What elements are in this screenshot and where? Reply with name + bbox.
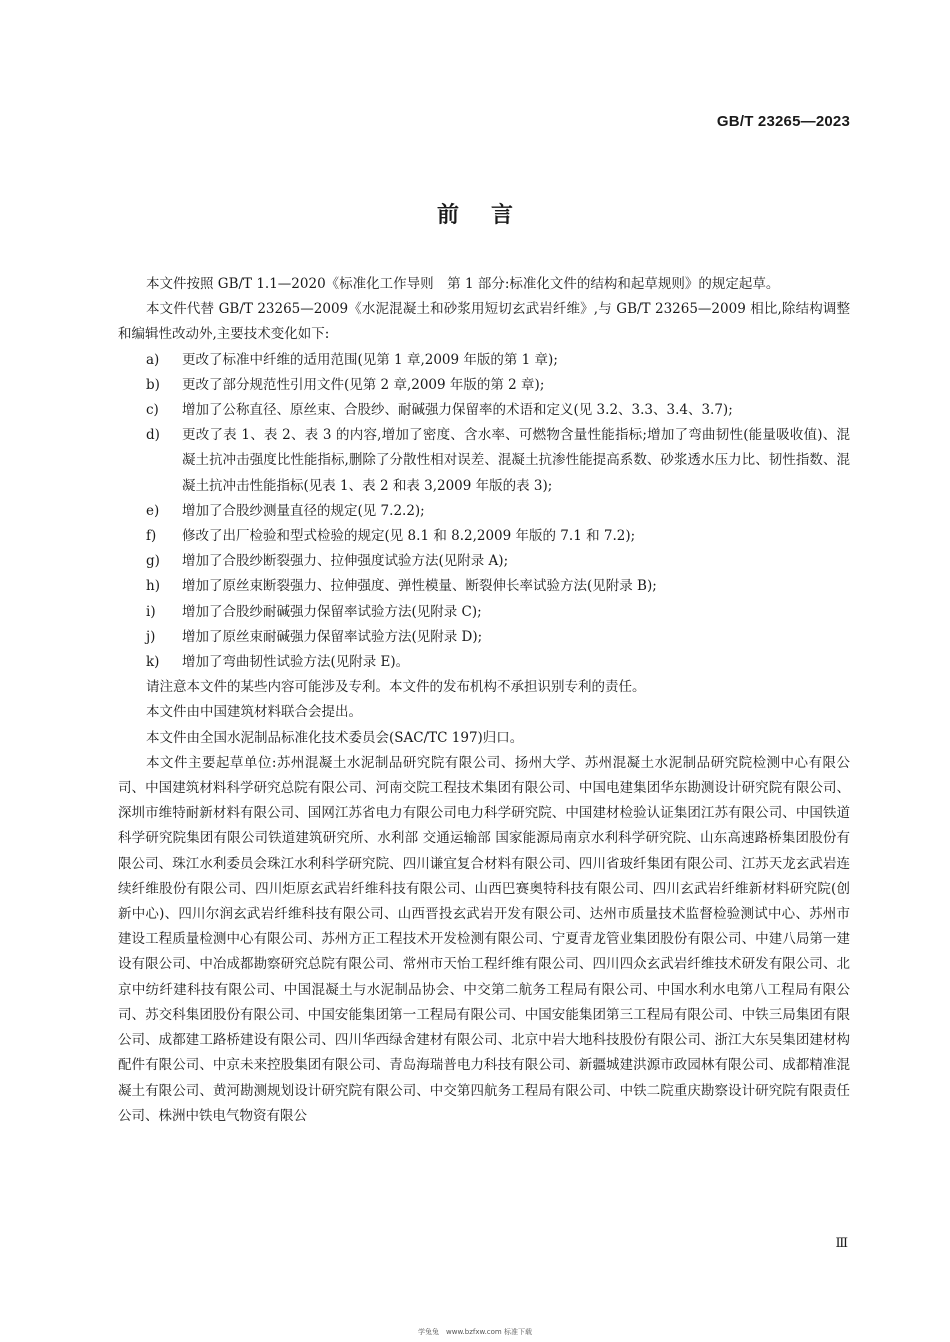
list-marker: f) <box>146 528 157 545</box>
list-marker: c) <box>146 402 159 419</box>
paragraph-drafting-rules: 本文件按照 GB/T 1.1—2020《标准化工作导则 第 1 部分:标准化文件的结构和起草规则》的规定起草。 <box>146 276 780 292</box>
list-marker: e) <box>146 502 160 519</box>
list-text: 更改了表 1、表 2、表 3 的内容,增加了密度、含水率、可燃物含量性能指标;增加了弯曲韧性(能量吸收值)、混凝土抗冲击强度比性能指标,删除了分散性相对误差、混凝土抗渗性能提高系数、砂浆透水压力比、韧性指数、混凝土抗冲击性能指标(见表 1、表 2 和表 3,2009 年版的表 3); <box>182 427 850 494</box>
list-marker: g) <box>146 553 160 570</box>
list-text: 增加了原丝束断裂强力、拉伸强度、弹性模量、断裂伸长率试验方法(见附录 B); <box>182 578 657 595</box>
list-item <box>118 423 850 499</box>
list-text: 更改了标准中纤维的适用范围(见第 1 章,2009 年版的第 1 章); <box>182 351 558 368</box>
list-marker: j) <box>146 628 156 645</box>
list-item <box>118 348 850 373</box>
list-item <box>118 600 850 625</box>
list-marker: i) <box>146 603 156 620</box>
list-text: 增加了合股纱断裂强力、拉伸强度试验方法(见附录 A); <box>182 553 509 570</box>
paragraph-drafting-units: 本文件主要起草单位:苏州混凝土水泥制品研究院有限公司、扬州大学、苏州混凝土水泥制品研究院检测中心有限公司、中国建筑材料科学研究总院有限公司、河南交院工程技术集团有限公司、中国电建集团华东勘测设计研究院有限公司、深圳市维特耐新材料有限公司、国网江苏省电力有限公司电力科学研究院、中国建材检验认证集团江苏有限公司、中国铁道科学研究院集团有限公司铁道建筑研究所、水利部 交通运输部 国家能源局南京水利科学研究院、山东高速路桥集团股份有限公司、珠江水利委员会珠江水利科学研究院、四川谦宜复合材料有限公司、四川省玻纤集团有限公司、江苏天龙玄武岩连续纤维股份有限公司、四川炬原玄武岩纤维科技有限公司、山西巴赛奥特科技有限公司、四川玄武岩纤维新材料研究院(创新中心)、四川尔润玄武岩纤维科技有限公司、山西晋投玄武岩开发有限公司、达州市质量技术监督检验测试中心、苏州市建设工程质量检测中心有限公司、苏州方正工程技术开发检测有限公司、宁夏青龙管业集团股份有限公司、中建八局第一建设有限公司、中冶成都勘察研究总院有限公司、常州市天怡工程纤维有限公司、四川四众玄武岩纤维技术研发有限公司、北京中纺纤建科技有限公司、中国混凝土与水泥制品协会、中交第二航务工程局有限公司、中国水利水电第八工程局有限公司、苏交科集团股份有限公司、中国安能集团第一工程局有限公司、中国安能集团第三工程局有限公司、中铁三局集团有限公司、成都建工路桥建设有限公司、四川华西绿舍建材有限公司、北京中岩大地科技股份有限公司、浙江大东吴集团建材构配件有限公司、中京未来控股集团有限公司、青岛海瑞普电力科技有限公司、新疆城建洪源市政园林有限公司、成都精准混凝土有限公司、黄河勘测规划设计研究院有限公司、中交第四航务工程局有限公司、中铁二院重庆勘察设计研究院有限责任公司、株洲中铁电气物资有限公 <box>118 754 850 1124</box>
paragraph-replacement: 本文件代替 GB/T 23265—2009《水泥混凝土和砂浆用短切玄武岩纤维》,与 GB/T 23265—2009 相比,除结构调整和编辑性改动外,主要技术变化如下: <box>118 301 850 343</box>
foreword-body <box>118 272 850 1129</box>
list-marker: a) <box>146 351 160 368</box>
page-number: Ⅲ <box>835 1236 848 1251</box>
list-marker: k) <box>146 654 160 671</box>
list-text: 修改了出厂检验和型式检验的规定(见 8.1 和 8.2,2009 年版的 7.1 和 7.2); <box>182 528 636 545</box>
list-item <box>118 549 850 574</box>
footer-watermark: 学兔兔 www.bzfxw.com 标准下载 <box>418 1328 532 1336</box>
technical-changes-list <box>118 348 850 676</box>
list-text: 增加了合股纱耐碱强力保留率试验方法(见附录 C); <box>182 603 482 620</box>
list-item <box>118 650 850 675</box>
list-item <box>118 373 850 398</box>
list-marker: h) <box>146 578 160 595</box>
list-text: 更改了部分规范性引用文件(见第 2 章,2009 年版的第 2 章); <box>182 376 545 393</box>
list-item <box>118 524 850 549</box>
list-item <box>118 398 850 423</box>
list-marker: d) <box>146 427 160 444</box>
page-title: 前言 <box>436 203 545 228</box>
list-text: 增加了合股纱测量直径的规定(见 7.2.2); <box>182 502 425 519</box>
list-item <box>118 625 850 650</box>
paragraph-technical-committee: 本文件由全国水泥制品标准化技术委员会(SAC/TC 197)归口。 <box>146 729 524 746</box>
list-text: 增加了公称直径、原丝束、合股纱、耐碱强力保留率的术语和定义(见 3.2、3.3、3.4、3.7); <box>182 402 733 419</box>
list-marker: b) <box>146 376 160 393</box>
paragraph-patent-notice: 请注意本文件的某些内容可能涉及专利。本文件的发布机构不承担识别专利的责任。 <box>146 679 646 696</box>
list-item <box>118 574 850 599</box>
list-text: 增加了弯曲韧性试验方法(见附录 E)。 <box>182 654 410 671</box>
list-item <box>118 499 850 524</box>
standard-number: GB/T 23265—2023 <box>716 113 850 130</box>
list-text: 增加了原丝束耐碱强力保留率试验方法(见附录 D); <box>182 628 483 645</box>
paragraph-proposed-by: 本文件由中国建筑材料联合会提出。 <box>146 704 362 721</box>
